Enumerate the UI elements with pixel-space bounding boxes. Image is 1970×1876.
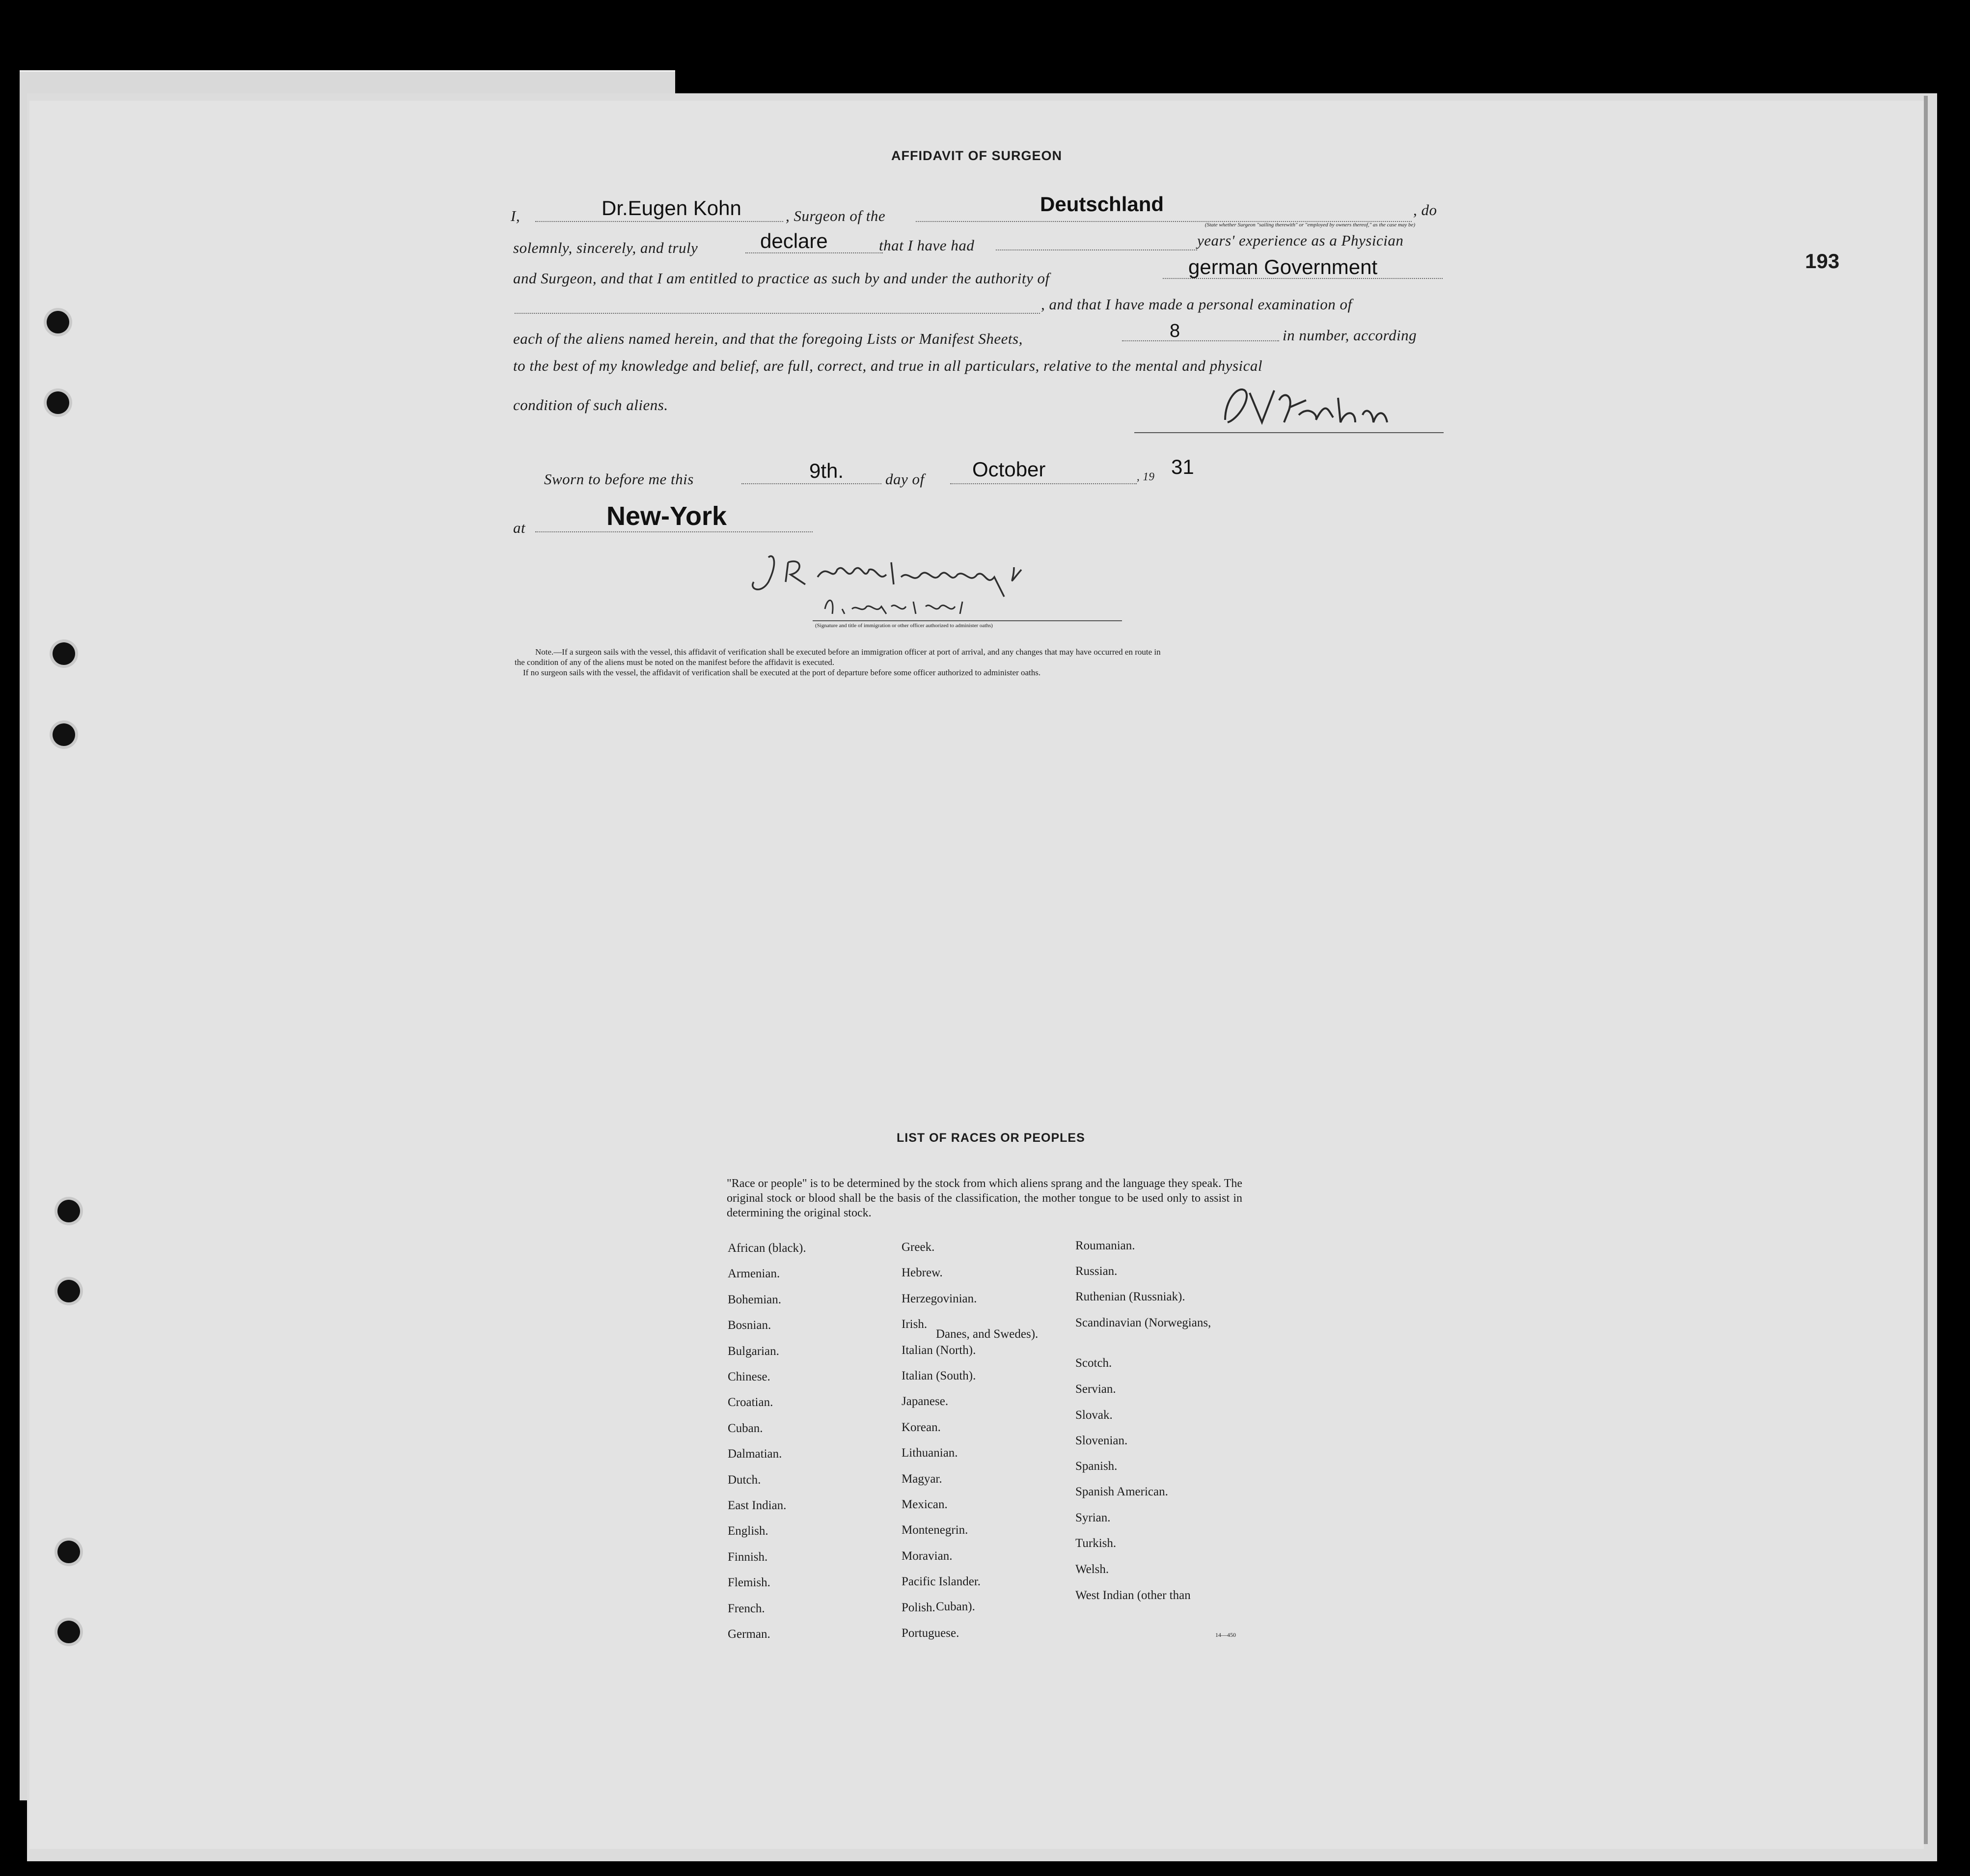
race-item: Cuban.	[728, 1421, 763, 1435]
race-item: Italian (North).	[902, 1343, 976, 1357]
sheet-edge	[1924, 96, 1928, 1844]
surgeon-name: Dr.Eugen Kohn	[602, 196, 741, 220]
sheet-count-rule	[1122, 340, 1279, 341]
binder-hole	[47, 391, 69, 414]
race-item: German.	[728, 1628, 770, 1641]
race-item: Spanish American.	[1075, 1485, 1168, 1498]
officer-caption: (Signature and title of immigration or other officer authorized to administer oaths)	[815, 623, 993, 629]
at-label: at	[513, 519, 526, 536]
i-label: I,	[511, 207, 520, 224]
day-of-label: day of	[885, 470, 925, 488]
race-item: Flemish.	[728, 1576, 770, 1590]
place-value: New-York	[606, 501, 727, 531]
line6: to the best of my knowledge and belief, are full, correct, and true in all particulars, relative to the mental and physical	[513, 357, 1262, 374]
declare-value: declare	[760, 229, 828, 252]
race-item: Herzegovinian.	[902, 1292, 977, 1305]
line5-prefix: each of the aliens named herein, and that the foregoing Lists or Manifest Sheets,	[513, 330, 1023, 347]
race-item: Japanese.	[902, 1395, 949, 1408]
sworn-month: October	[972, 458, 1046, 481]
line5-suffix: in number, according	[1283, 327, 1417, 344]
race-item: Portuguese.	[902, 1627, 959, 1640]
binder-hole	[53, 723, 75, 746]
note-line3: If no surgeon sails with the vessel, the affidavit of verification shall be executed at the port of departure before some officer authorized to administer oaths.	[523, 668, 1041, 677]
vessel-note: (State whether Surgeon "sailing therewith" or "employed by owners thereof," as the case may be)	[1204, 222, 1416, 228]
surgeon-signature-line	[1134, 432, 1444, 433]
authority-rule-2	[515, 313, 1040, 314]
race-item: Cuban).	[936, 1600, 975, 1613]
race-item: Polish.	[902, 1600, 935, 1614]
races-heading: LIST OF RACES OR PEOPLES	[897, 1131, 1085, 1145]
race-item: Bohemian.	[728, 1293, 782, 1306]
binder-hole	[57, 1621, 80, 1643]
race-item: Slovak.	[1075, 1408, 1113, 1422]
race-item: Scandinavian (Norwegians,	[1075, 1316, 1211, 1329]
race-item: Slovenian.	[1075, 1434, 1128, 1447]
year-value: 31	[1171, 455, 1194, 478]
race-item: Magyar.	[902, 1472, 942, 1486]
race-item: Spanish.	[1075, 1460, 1118, 1473]
race-item: French.	[728, 1601, 765, 1615]
race-item: Moravian.	[902, 1549, 953, 1563]
race-item: Chinese.	[728, 1370, 770, 1383]
authority-value: german Government	[1188, 255, 1378, 278]
race-item: Dutch.	[728, 1473, 761, 1487]
line2-prefix: solemnly, sincerely, and truly	[513, 239, 698, 256]
race-item: Mexican.	[902, 1498, 948, 1511]
sworn-prefix: Sworn to before me this	[544, 470, 694, 488]
race-item: Korean.	[902, 1420, 941, 1434]
race-item: Roumanian.	[1075, 1239, 1135, 1252]
vessel-name: Deutschland	[1040, 193, 1164, 216]
race-item: Armenian.	[728, 1267, 780, 1281]
do-label: , do	[1413, 201, 1437, 219]
race-item: Syrian.	[1075, 1511, 1111, 1524]
race-item: Croatian.	[728, 1396, 773, 1409]
line2-middle: that I have had	[879, 237, 975, 254]
race-item: Russian.	[1075, 1265, 1118, 1278]
sworn-day: 9th.	[809, 459, 844, 482]
binder-hole	[47, 311, 69, 333]
line3-prefix: and Surgeon, and that I am entitled to practice as such by and under the authority of	[513, 270, 1050, 287]
race-item: Ruthenian (Russniak).	[1075, 1290, 1185, 1303]
race-item: Montenegrin.	[902, 1523, 968, 1537]
race-item: Turkish.	[1075, 1537, 1117, 1550]
race-item: African (black).	[728, 1241, 806, 1255]
line4-suffix: , and that I have made a personal examination of	[1041, 296, 1352, 313]
line2-suffix: years' experience as a Physician	[1197, 232, 1404, 249]
race-item: East Indian.	[728, 1499, 787, 1512]
note-line1: Note.—If a surgeon sails with the vessel, this affidavit of verification shall be executed before an immigration officer at port of arrival, and any changes that may have occurred en route in	[535, 647, 1161, 657]
race-item: Bulgarian.	[728, 1344, 779, 1358]
form-code: 14—450	[1215, 1631, 1236, 1638]
years-rule	[996, 249, 1197, 250]
officer-signature-line	[813, 620, 1122, 621]
race-item: Dalmatian.	[728, 1447, 782, 1461]
race-item: West Indian (other than	[1075, 1589, 1191, 1602]
sworn-month-rule	[950, 483, 1137, 484]
binder-hole	[57, 1541, 80, 1563]
race-item: Bosnian.	[728, 1319, 771, 1332]
race-item: Servian.	[1075, 1382, 1116, 1396]
surgeon-of-label: , Surgeon of the	[786, 207, 886, 224]
year-prefix: , 19	[1137, 470, 1155, 483]
binder-hole	[57, 1280, 80, 1302]
race-item: English.	[728, 1524, 768, 1538]
races-intro: "Race or people" is to be determined by the stock from which aliens sprang and the language they speak. The original stock or blood shall be the basis of the classification, the mother tongue to be used only to assist in determining the original stock.	[727, 1177, 1242, 1219]
surgeon-name-rule	[535, 221, 783, 222]
race-item: Scotch.	[1075, 1356, 1112, 1370]
sworn-day-rule	[741, 483, 881, 484]
officer-signature	[739, 548, 1142, 621]
race-item: Finnish.	[728, 1550, 768, 1564]
affidavit-heading: AFFIDAVIT OF SURGEON	[891, 148, 1062, 163]
surgeon-signature	[1215, 381, 1441, 435]
race-item: Italian (South).	[902, 1369, 976, 1382]
note-line2: the condition of any of the aliens must be noted on the manifest before the affidavit is executed.	[515, 658, 835, 667]
race-item: Irish.	[902, 1318, 928, 1331]
race-item: Greek.	[902, 1241, 935, 1254]
sheet-count: 8	[1170, 321, 1180, 341]
race-item: Lithuanian.	[902, 1446, 958, 1460]
place-rule	[535, 531, 813, 532]
binder-hole	[57, 1200, 80, 1222]
binder-hole	[53, 642, 75, 665]
race-item: Pacific Islander.	[902, 1575, 981, 1589]
race-item: Danes, and Swedes).	[936, 1327, 1039, 1341]
race-item: Welsh.	[1075, 1563, 1109, 1576]
page-number: 193	[1805, 249, 1840, 273]
race-item: Hebrew.	[902, 1266, 943, 1280]
line7: condition of such aliens.	[513, 396, 668, 414]
